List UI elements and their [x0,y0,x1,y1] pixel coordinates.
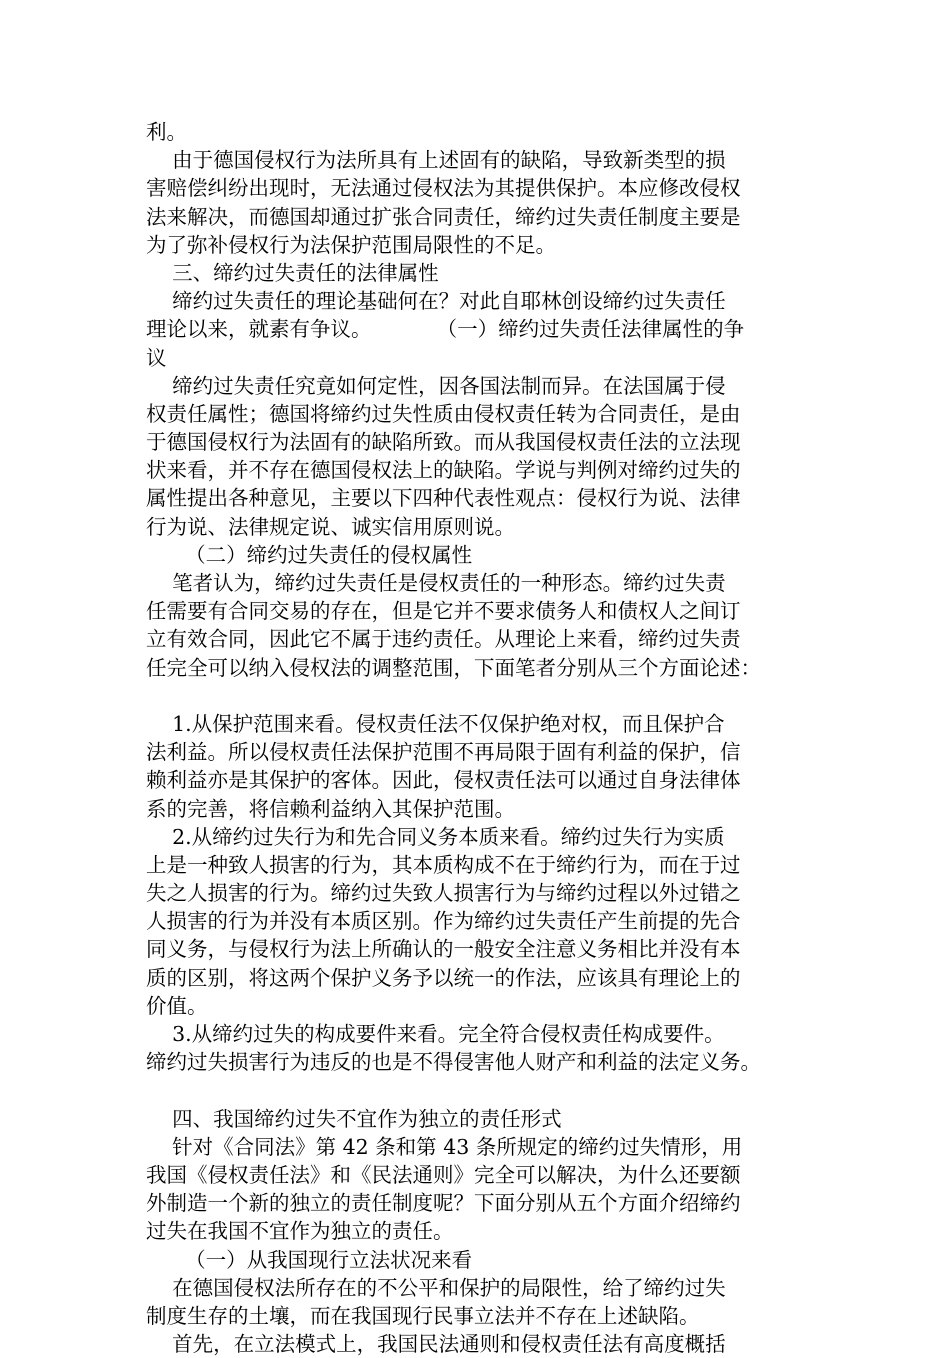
paragraph-line: 由于德国侵权行为法所具有上述固有的缺陷，导致新类型的损 [146,148,726,173]
text-line: 同义务，与侵权行为法上所确认的一般安全注意义务相比并没有本 [146,937,741,962]
subsection-heading: （二）缔约过失责任的侵权属性 [146,542,473,567]
paragraph-line: 首先，在立法模式上，我国民法通则和侵权责任法有高度概括 [146,1332,726,1357]
paragraph-line: 针对《合同法》第 42 条和第 43 条所规定的缔约过失情形，用 [146,1134,743,1159]
text-line: 法来解决，而德国却通过扩张合同责任，缔约过失责任制度主要是 [146,204,741,229]
list-item-line: 3.从缔约过失的构成要件来看。完全符合侵权责任构成要件。 [146,1022,725,1046]
text-line: 利。 [146,120,187,144]
text-line: 人损害的行为并没有本质区别。作为缔约过失责任产生前提的先合 [146,909,741,934]
text-line: 我国《侵权责任法》和《民法通则》完全可以解决，为什么还要额 [146,1162,741,1187]
text-line: 理论以来，就素有争议。 （一）缔约过失责任法律属性的争 [146,317,745,342]
text-line: 法利益。所以侵权责任法保护范围不再局限于固有利益的保护，信 [146,740,741,765]
subsection-heading: （一）从我国现行立法状况来看 [146,1247,473,1272]
paragraph-line: 笔者认为，缔约过失责任是侵权责任的一种形态。缔约过失责 [146,571,726,595]
text-line: 质的区别，将这两个保护义务予以统一的作法，应该具有理论上的 [146,965,741,990]
text-line: 于德国侵权行为法固有的缺陷所致。而从我国侵权责任法的立法现 [146,430,741,455]
text-line: 权责任属性；德国将缔约过失性质由侵权责任转为合同责任，是由 [146,401,741,426]
blank-line [146,1076,806,1104]
text-line: 任需要有合同交易的存在，但是它并不要求债务人和债权人之间订 [146,599,741,624]
text-line: 任完全可以纳入侵权法的调整范围，下面笔者分别从三个方面论述： [146,655,761,680]
text-line: 外制造一个新的独立的责任制度呢？下面分别从五个方面介绍缔约 [146,1191,741,1216]
text-line: 行为说、法律规定说、诚实信用原则说。 [146,514,515,539]
list-item-line: 2.从缔约过失行为和先合同义务本质来看。缔约过失行为实质 [146,824,725,849]
text-line: 为了弥补侵权行为法保护范围局限性的不足。 [146,232,556,257]
text-line: 过失在我国不宜作为独立的责任。 [146,1219,454,1244]
blank-line [146,682,806,710]
section-heading: 四、我国缔约过失不宜作为独立的责任形式 [146,1106,562,1131]
text-line: 属性提出各种意见，主要以下四种代表性观点：侵权行为说、法律 [146,486,741,511]
text-line: 缔约过失损害行为违反的也是不得侵害他人财产和利益的法定义务。 [146,1050,761,1075]
paragraph-line: 缔约过失责任的理论基础何在？对此自耶林创设缔约过失责任 [146,289,726,314]
text-line: 立有效合同，因此它不属于违约责任。从理论上来看，缔约过失责 [146,627,741,652]
text-line: 议 [146,345,167,370]
text-line: 状来看，并不存在德国侵权法上的缺陷。学说与判例对缔约过失的 [146,458,741,483]
text-line: 害赔偿纠纷出现时，无法通过侵权法为其提供保护。本应修改侵权 [146,176,741,201]
text-line: 价值。 [146,993,208,1018]
text-line: 上是一种致人损害的行为，其本质构成不在于缔约行为，而在于过 [146,852,741,877]
text-line: 系的完善，将信赖利益纳入其保护范围。 [146,796,515,821]
text-line: 失之人损害的行为。缔约过失致人损害行为与缔约过程以外过错之 [146,881,741,906]
list-item-line: 1.从保护范围来看。侵权责任法不仅保护绝对权，而且保护合 [146,711,725,736]
document-page [146,118,806,1358]
text-line: 制度生存的土壤，而在我国现行民事立法并不存在上述缺陷。 [146,1303,700,1328]
paragraph-line: 缔约过失责任究竟如何定性，因各国法制而异。在法国属于侵 [146,373,726,398]
paragraph-line: 在德国侵权法所存在的不公平和保护的局限性，给了缔约过失 [146,1275,726,1300]
text-line: 赖利益亦是其保护的客体。因此，侵权责任法可以通过自身法律体 [146,768,741,793]
section-heading: 三、缔约过失责任的法律属性 [146,260,439,285]
